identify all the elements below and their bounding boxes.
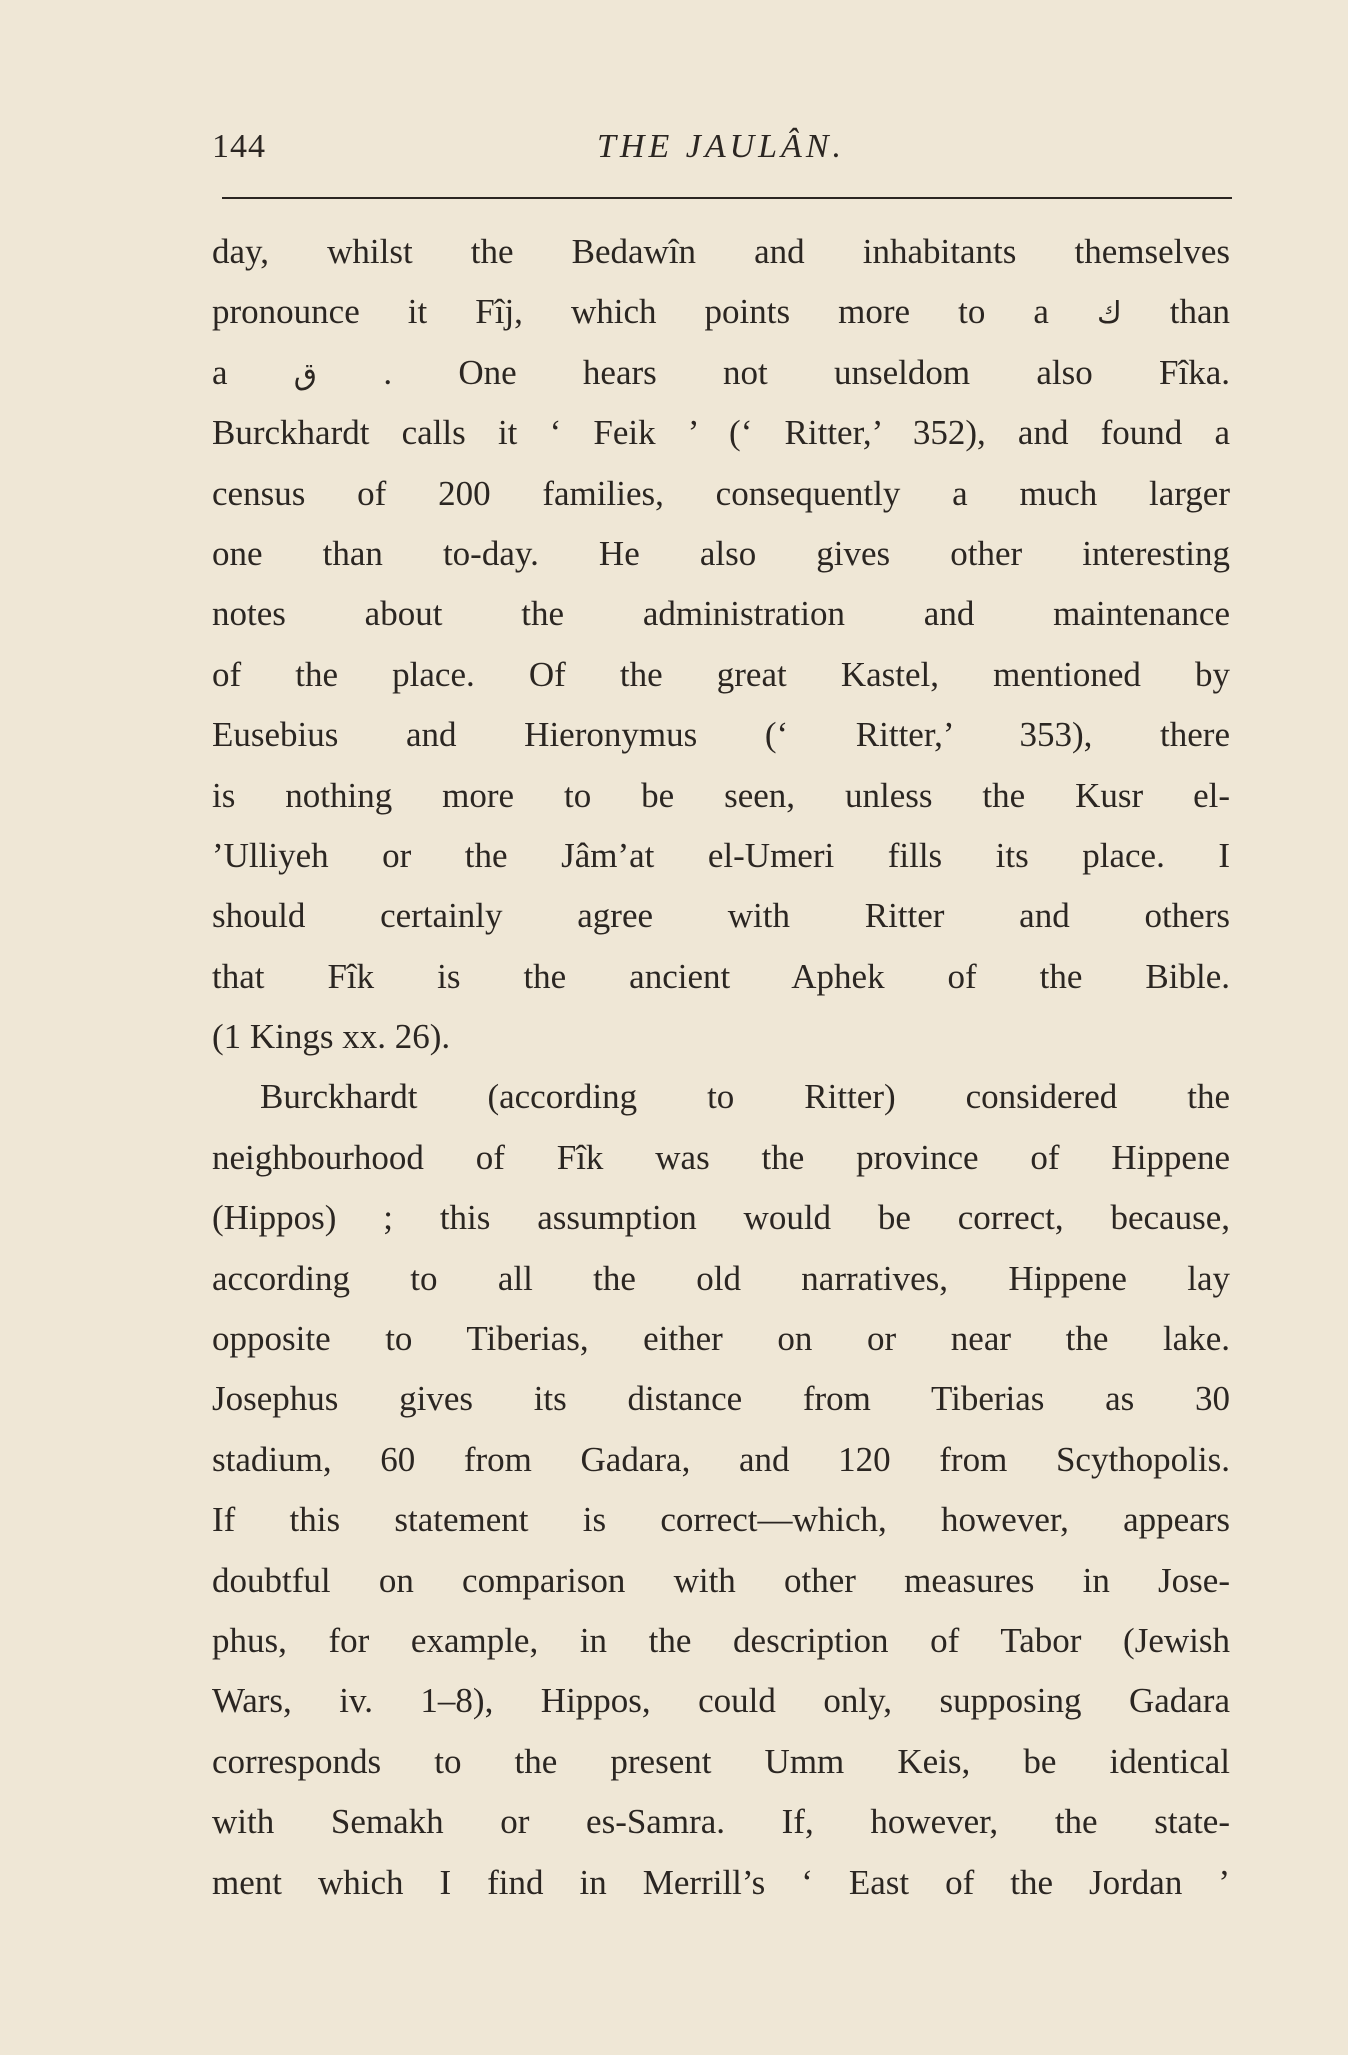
text-line: Burckhardt (according to Ritter) considered the [260, 1077, 1230, 1117]
text-line [212, 282, 1230, 342]
text-line: should certainly agree with Ritter and others [212, 896, 1230, 936]
text-line: ’Ulliyeh or the Jâm’at el-Umeri fills its place. I [212, 835, 1230, 875]
text-line: with Semakh or es-Samra. If, however, the state- [212, 1802, 1230, 1842]
text-line: doubtful on comparison with other measures in Jose- [212, 1560, 1230, 1600]
text-line: If this statement is correct—which, however, appears [212, 1500, 1230, 1540]
text-line: stadium, 60 from Gadara, and 120 from Scythopolis. [212, 1439, 1230, 1479]
text-line: neighbourhood of Fîk was the province of Hippene [212, 1137, 1230, 1177]
text-line: (1 Kings xx. 26). [212, 1017, 451, 1057]
arabic-glyph: ق [293, 356, 318, 392]
text-line: according to all the old narratives, Hippene lay [212, 1258, 1230, 1298]
running-title: THE JAULÂN. [597, 128, 845, 165]
arabic-glyph: ك [1096, 296, 1122, 332]
text-line: opposite to Tiberias, either on or near the lake. [212, 1319, 1230, 1359]
text-line: census of 200 families, consequently a much larger [212, 473, 1230, 513]
text-line: (Hippos) ; this assumption would be correct, because, [212, 1198, 1230, 1238]
header-rule [222, 197, 1232, 199]
text-line: notes about the administration and maintenance [212, 594, 1230, 634]
text-line: corresponds to the present Umm Keis, be identical [212, 1741, 1230, 1781]
text-segment: pronounce it Fîj, which points more to a [212, 292, 1097, 332]
text-line: Josephus gives its distance from Tiberias as 30 [212, 1379, 1230, 1419]
paragraph [212, 222, 1230, 1067]
text-line [212, 343, 1230, 403]
paragraph [212, 1067, 1230, 1912]
text-line: one than to-day. He also gives other interesting [212, 533, 1230, 573]
text-line: Burckhardt calls it ‘ Feik ’ (‘ Ritter,’ 352), and found a [212, 413, 1230, 453]
text-segment: . One hears not unseldom also Fîka. [317, 352, 1230, 392]
text-line: that Fîk is the ancient Aphek of the Bible. [212, 956, 1230, 996]
page-header [212, 128, 1230, 178]
text-segment: a [212, 352, 294, 392]
text-line: phus, for example, in the description of Tabor (Jewish [212, 1620, 1230, 1660]
text-line: is nothing more to be seen, unless the Kusr el- [212, 775, 1230, 815]
text-line: of the place. Of the great Kastel, mentioned by [212, 654, 1230, 694]
body-text [212, 222, 1230, 1913]
text-segment: than [1121, 292, 1230, 332]
page-number: 144 [212, 128, 266, 165]
text-line: Eusebius and Hieronymus (‘ Ritter,’ 353), there [212, 715, 1230, 755]
text-line: ment which I find in Merrill’s ‘ East of the Jordan ’ [212, 1862, 1230, 1902]
text-line: Wars, iv. 1–8), Hippos, could only, supposing Gadara [212, 1681, 1230, 1721]
text-line: day, whilst the Bedawîn and inhabitants themselves [212, 232, 1230, 271]
